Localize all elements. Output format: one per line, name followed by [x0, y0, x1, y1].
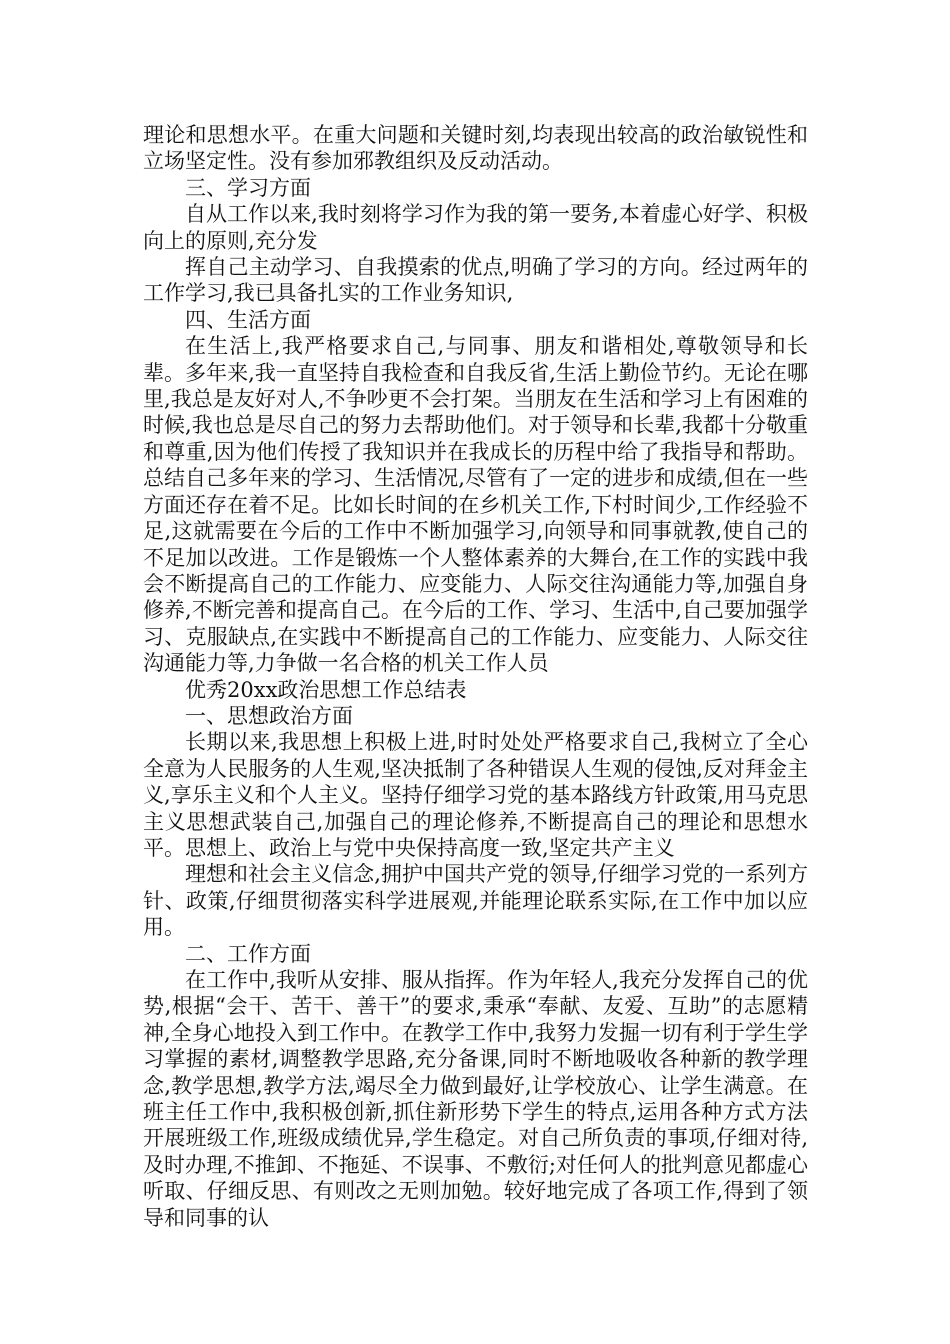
document-title: 优秀20xx政治思想工作总结表	[185, 677, 467, 702]
paragraph-ideology-1: 长期以来,我思想上积极上进,时时处处严格要求自己,我树立了全心全意为人民服务的人生观,坚决抵制了各种错误人生观的侵蚀,反对拜金主义,享乐主义和个人主义。坚持仔细学习党的基本路线方针政策,用马克思主义思想武装自己,加强自己的理论修养,不断提高自己的理论和思想水平。思想上、政治上与党中央保持高度一致,坚定共产主义	[143, 730, 808, 860]
paragraph-life: 在生活上,我严格要求自己,与同事、朋友和谐相处,尊敬领导和长辈。多年来,我一直坚持自我检查和自我反省,生活上勤俭节约。无论在哪里,我总是友好对人,不争吵更不会打架。当朋友在生活和学习上有困难的时候,我也总是尽自己的努力去帮助他们。对于领导和长辈,我都十分敬重和尊重,因为他们传授了我知识并在我成长的历程中给了我指导和帮助。总结自己多年来的学习、生活情况,尽管有了一定的进步和成绩,但在一些方面还存在着不足。比如长时间的在乡机关工作,下村时间少,工作经验不足,这就需要在今后的工作中不断加强学习,向领导和同事就教,使自己的不足加以改进。工作是锻炼一个人整体素养的大舞台,在工作的实践中我会不断提高自己的工作能力、应变能力、人际交往沟通能力等,加强自身修养,不断完善和提高自己。在今后的工作、学习、生活中,自己要加强学习、克服缺点,在实践中不断提高自己的工作能力、应变能力、人际交往沟通能力等,力争做一名合格的机关工作人员	[143, 334, 808, 676]
paragraph-continuation: 理论和思想水平。在重大问题和关键时刻,均表现出较高的政治敏锐性和立场坚定性。没有参加邪教组织及反动活动。	[143, 123, 808, 174]
heading-life: 四、生活方面	[185, 307, 311, 332]
paragraph-work: 在工作中,我听从安排、服从指挥。作为年轻人,我充分发挥自己的优势,根据“会干、苦干、善干”的要求,秉承“奉献、友爱、互助”的志愿精神,全身心地投入到工作中。在教学工作中,我努力发掘一切有利于学生学习掌握的素材,调整教学思路,充分备课,同时不断地吸收各种新的教学理念,教学思想,教学方法,竭尽全力做到最好,让学校放心、让学生满意。在班主任工作中,我积极创新,抓住新形势下学生的特点,运用各种方式方法开展班级工作,班级成绩优异,学生稳定。对自己所负责的事项,仔细对待,及时办理,不推卸、不拖延、不误事、不敷衍;对任何人的批判意见都虚心听取、仔细反思、有则改之无则加勉。较好地完成了各项工作,得到了领导和同事的认	[143, 968, 808, 1230]
paragraph-study-1: 自从工作以来,我时刻将学习作为我的第一要务,本着虚心好学、积极向上的原则,充分发	[143, 202, 808, 253]
paragraph-study-2: 挥自己主动学习、自我摸索的优点,明确了学习的方向。经过两年的工作学习,我已具备扎实的工作业务知识,	[143, 255, 808, 306]
heading-work: 二、工作方面	[185, 941, 311, 966]
paragraph-ideology-2: 理想和社会主义信念,拥护中国共产党的领导,仔细学习党的一系列方针、政策,仔细贯彻落实科学进展观,并能理论联系实际,在工作中加以应用。	[143, 862, 808, 940]
document-body	[143, 122, 808, 1231]
heading-study: 三、学习方面	[185, 175, 311, 200]
heading-ideology: 一、思想政治方面	[185, 703, 353, 728]
